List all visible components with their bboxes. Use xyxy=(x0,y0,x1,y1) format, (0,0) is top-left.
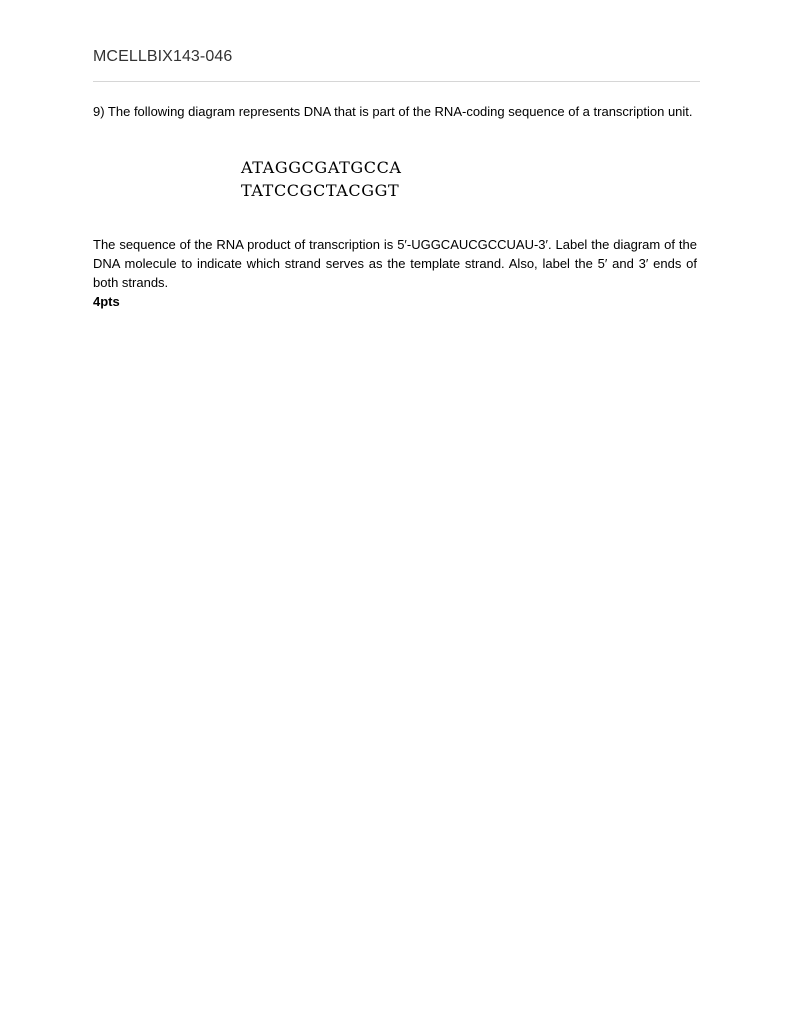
points-label: 4pts xyxy=(93,294,120,309)
dna-bottom-strand: TATCCGCTACGGT xyxy=(241,181,400,200)
question-text: 9) The following diagram represents DNA that is part of the RNA-coding sequence of a transcription unit. xyxy=(93,104,693,119)
dna-diagram xyxy=(241,156,402,202)
header-divider xyxy=(93,81,700,82)
course-code-header: MCELLBIX143-046 xyxy=(93,48,233,65)
dna-top-strand: ATAGGCGATGCCA xyxy=(241,158,402,177)
instructions-text: The sequence of the RNA product of transcription is 5′-UGGCAUCGCCUAU-3′. Label the diagram of the DNA molecule to indicate which strand serves as the template strand. Also, label the 5′ and 3′ ends of both strands. xyxy=(93,237,697,290)
